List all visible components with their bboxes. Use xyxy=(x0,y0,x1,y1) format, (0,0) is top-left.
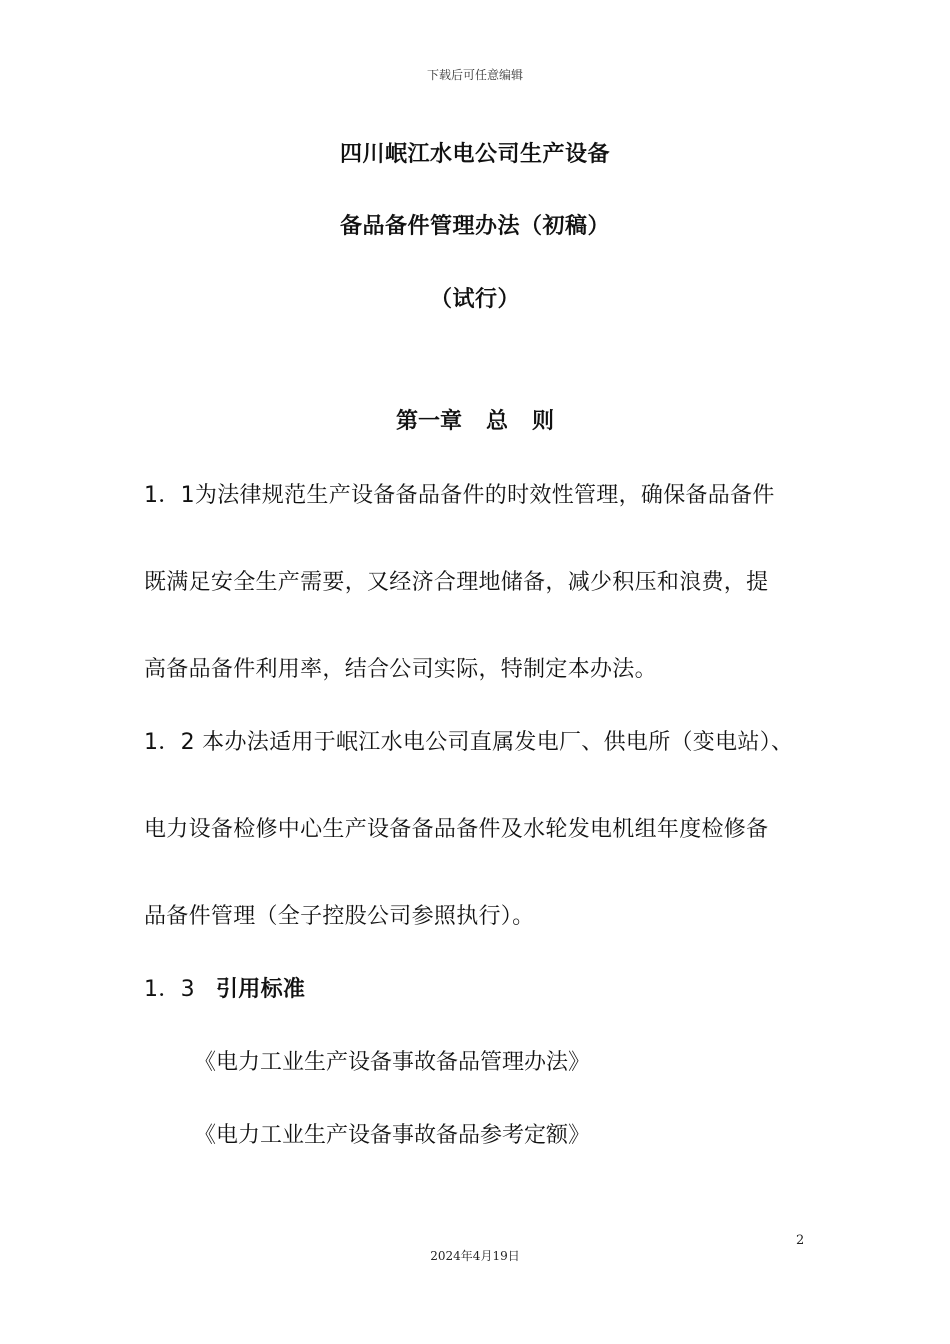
section-1-3-number: 1．3 xyxy=(144,977,195,1002)
section-1-2-line-2: 电力设备检修中心生产设备备品备件及水轮发电机组年度检修备 xyxy=(144,817,769,842)
section-1-3-heading xyxy=(144,972,305,1003)
reference-item: 《电力工业生产设备事故备品管理办法》 xyxy=(194,1050,591,1075)
page-number: 2 xyxy=(796,1233,805,1248)
chapter-word-1: 总 xyxy=(485,409,508,434)
chapter-heading xyxy=(0,404,950,435)
section-1-1-line-3: 高备品备件利用率，结合公司实际，特制定本办法。 xyxy=(144,657,657,682)
document-title-line-1: 四川岷江水电公司生产设备 xyxy=(339,142,610,167)
section-1-2-line-1: 1．2 本办法适用于岷江水电公司直属发电厂、供电所（变电站）、 xyxy=(144,730,794,755)
reference-item: 《电力工业生产设备事故备品参考定额》 xyxy=(194,1123,591,1148)
section-1-1-line-1: 1．1为法律规范生产设备备品备件的时效性管理，确保备品备件 xyxy=(144,483,775,508)
section-1-2-line-3: 品备件管理（全子控股公司参照执行）。 xyxy=(144,904,535,929)
section-1-3-title: 引用标准 xyxy=(216,977,306,1002)
chapter-word-2: 则 xyxy=(532,409,555,434)
document-title-line-3: （试行） xyxy=(429,287,520,312)
section-1-1-line-2: 既满足安全生产需要，又经济合理地储备，减少积压和浪费，提 xyxy=(144,570,769,595)
header-note: 下载后可任意编辑 xyxy=(426,68,523,82)
chapter-number: 第一章 xyxy=(395,409,462,434)
footer-date: 2024年4月19日 xyxy=(430,1249,520,1263)
document-title-line-2: 备品备件管理办法（初稿） xyxy=(339,214,610,239)
